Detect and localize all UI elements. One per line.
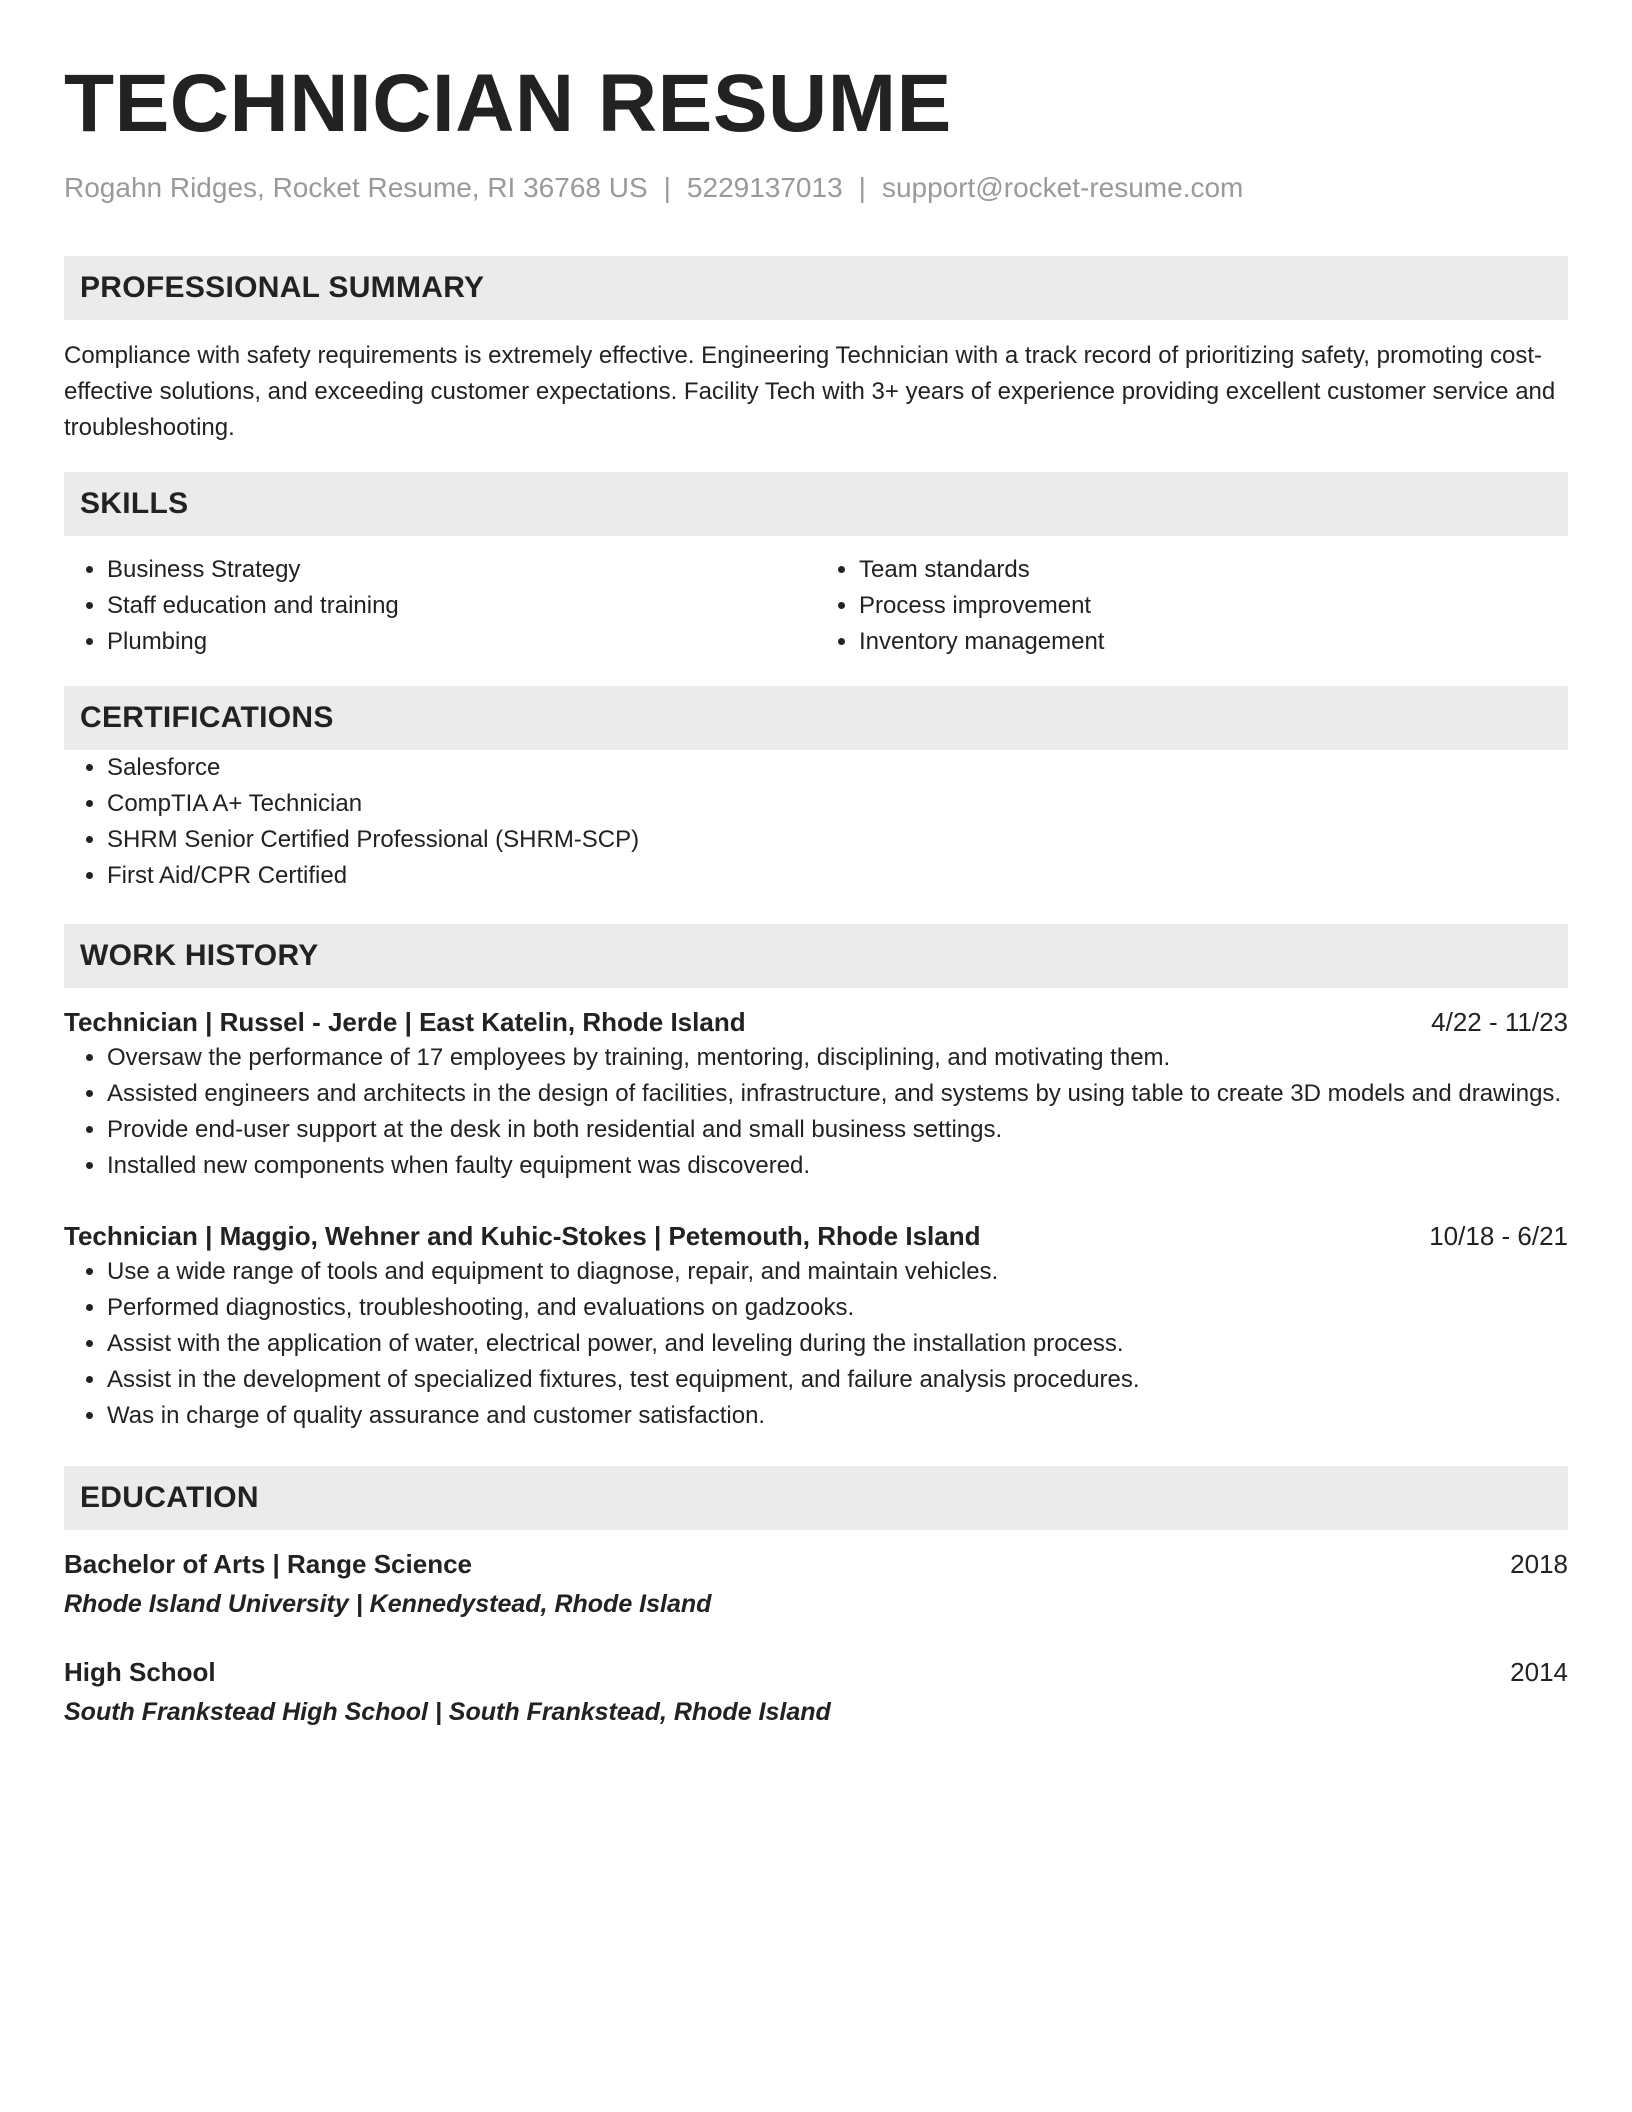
- education-entry: [64, 1546, 1568, 1622]
- education-entry: [64, 1654, 1568, 1730]
- skills-column-right: [816, 552, 1568, 660]
- job-bullet: • Provide end-user support at the desk in both residential and small business settings.: [107, 1112, 1568, 1148]
- contact-address: Rogahn Ridges, Rocket Resume, RI 36768 US: [64, 172, 648, 203]
- skill-item: • Process improvement: [859, 588, 1568, 624]
- skills-list-right: [816, 552, 1568, 660]
- job-header: [64, 1218, 1568, 1254]
- certifications-list: [64, 750, 1568, 894]
- contact-line: [64, 170, 1568, 206]
- education-header: [64, 1546, 1568, 1582]
- education-degree: High School: [64, 1657, 216, 1687]
- certification-item: • CompTIA A+ Technician: [107, 786, 1568, 822]
- education-degree: Bachelor of Arts | Range Science: [64, 1549, 472, 1579]
- education-school: Rhode Island University | Kennedystead, Rhode Island: [64, 1590, 712, 1618]
- skill-item: • Staff education and training: [107, 588, 816, 624]
- education-year: 2018: [1510, 1549, 1568, 1579]
- contact-email: support@rocket-resume.com: [881, 172, 1244, 203]
- skill-item: • Team standards: [859, 552, 1568, 588]
- job-bullet: • Assist in the development of specialized fixtures, test equipment, and failure analysis procedures.: [107, 1362, 1568, 1398]
- job-bullets: [64, 1254, 1568, 1434]
- job-bullet: • Installed new components when faulty equipment was discovered.: [107, 1148, 1568, 1184]
- resume-title: TECHNICIAN RESUME: [64, 58, 952, 149]
- skills-list-left: [64, 552, 816, 660]
- skill-item: • Inventory management: [859, 624, 1568, 660]
- education-header: [64, 1654, 1568, 1690]
- skills-column-left: [64, 552, 816, 660]
- certification-item: • First Aid/CPR Certified: [107, 858, 1568, 894]
- contact-phone: 5229137013: [686, 172, 843, 203]
- job-bullet: • Assisted engineers and architects in the design of facilities, infrastructure, and systems by using table to create 3D models and drawings.: [107, 1076, 1568, 1112]
- job-dates: 4/22 - 11/23: [1431, 1007, 1568, 1037]
- skill-item: • Business Strategy: [107, 552, 816, 588]
- job-header: [64, 1004, 1568, 1040]
- job-bullet: • Assist with the application of water, electrical power, and leveling during the installation process.: [107, 1326, 1568, 1362]
- certification-item: • SHRM Senior Certified Professional (SHRM-SCP): [107, 822, 1568, 858]
- job-bullet: • Oversaw the performance of 17 employees by training, mentoring, disciplining, and motivating them.: [107, 1040, 1568, 1076]
- contact-separator: |: [858, 172, 866, 203]
- job-bullet: • Performed diagnostics, troubleshooting, and evaluations on gadzooks.: [107, 1290, 1568, 1326]
- section-heading-education: EDUCATION: [64, 1466, 1568, 1530]
- job-bullet: • Use a wide range of tools and equipment to diagnose, repair, and maintain vehicles.: [107, 1254, 1568, 1290]
- section-heading-certifications: CERTIFICATIONS: [64, 686, 1568, 750]
- job-title: Technician | Maggio, Wehner and Kuhic-Stokes | Petemouth, Rhode Island: [64, 1221, 981, 1251]
- section-heading-skills: SKILLS: [64, 472, 1568, 536]
- job-bullet: • Was in charge of quality assurance and customer satisfaction.: [107, 1398, 1568, 1434]
- section-heading-work-history: WORK HISTORY: [64, 924, 1568, 988]
- job-dates: 10/18 - 6/21: [1429, 1221, 1568, 1251]
- section-heading-summary: PROFESSIONAL SUMMARY: [64, 256, 1568, 320]
- education-school: South Frankstead High School | South Frankstead, Rhode Island: [64, 1698, 831, 1726]
- job-title: Technician | Russel - Jerde | East Katelin, Rhode Island: [64, 1007, 746, 1037]
- certification-item: • Salesforce: [107, 750, 1568, 786]
- education-year: 2014: [1510, 1657, 1568, 1687]
- summary-text: Compliance with safety requirements is extremely effective. Engineering Technician with a track record of prioritizing safety, promoting cost-effective solutions, and exceeding customer expectations. Facility Tech with 3+ years of experience providing excellent customer service and troubleshooting.: [64, 342, 1556, 441]
- contact-separator: |: [663, 172, 671, 203]
- job-bullets: [64, 1040, 1568, 1184]
- skills-grid: [64, 552, 1568, 660]
- skill-item: • Plumbing: [107, 624, 816, 660]
